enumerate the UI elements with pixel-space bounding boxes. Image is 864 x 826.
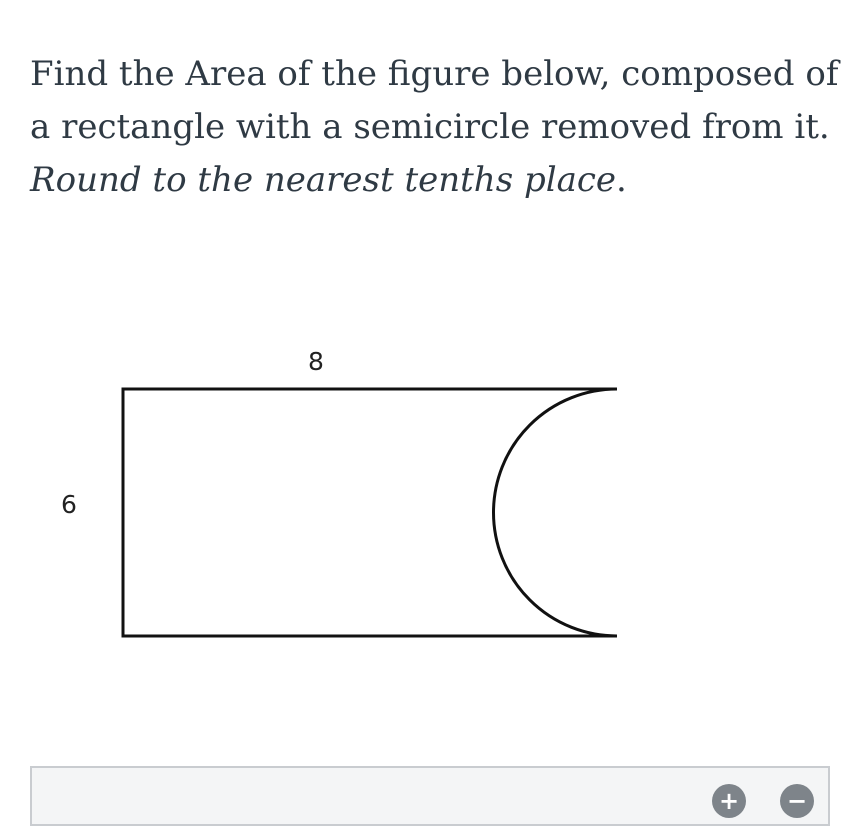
answer-input-box[interactable]	[30, 766, 830, 826]
width-label: 8	[308, 347, 324, 376]
rectangle-outline	[123, 389, 617, 636]
height-label: 6	[61, 490, 77, 519]
question-rounding-instruction: Round to the nearest tenths place	[30, 160, 617, 200]
minus-icon[interactable]: −	[780, 784, 814, 818]
question-main: Find the Area of the figure below, composed of a rectangle with a semicircle removed from it.	[30, 54, 839, 147]
question-period: .	[616, 160, 627, 200]
semicircle-cutout	[494, 389, 617, 636]
plus-icon[interactable]: +	[712, 784, 746, 818]
